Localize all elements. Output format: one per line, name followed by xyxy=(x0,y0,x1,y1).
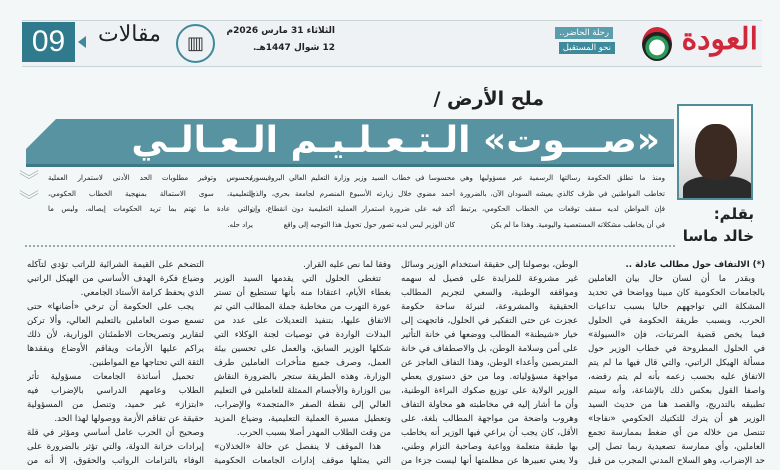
column-kicker: ملح الأرض / xyxy=(433,88,544,110)
text-line: تطبيقه بالتدريج، والقصد هنا من حديث السيد xyxy=(588,400,765,410)
text-line: غير مشروعة للمزايدة على فصيل له سهمه xyxy=(401,274,578,284)
body-column-1 xyxy=(588,258,765,468)
intro-line: تخاطب المواطنين في ظرف كالذي يعيشه السودان الآن، بالضرورة xyxy=(460,189,665,198)
intro-line: ومنذ ما تطلق الحكومة رسالتها الرسمية عبر مسؤوليها وهي xyxy=(460,174,665,182)
text-line: وضياع فكرة الهدف الأساسي من الهيكل الراتبي xyxy=(27,274,204,284)
article-title: «صـــوت» الـتـعـلـيـم الـعـالـي xyxy=(131,120,660,161)
text-line: ومواقفه الوطنية، والسعي لتجريم المطالب xyxy=(401,288,578,298)
text-line: تتغطى الحلول التي يقدمها السيد الوزير xyxy=(214,274,381,284)
text-line: الحقيقية والمشروعة، لتبرئة ساحة حكومة xyxy=(401,302,578,312)
text-line: ولا يعني تعبيرها عن مظلمتها أنها ليست جزءا من xyxy=(401,456,578,466)
emblem-icon xyxy=(642,27,672,61)
text-line: البدلات الواردة في توصيات لجنة الوكلاء التي xyxy=(214,330,391,340)
text-line: على أمن وسلامة الوطن، بل والاصطفاف في خانة xyxy=(401,344,578,354)
text-line: العالي إلى نقطة الصفر «المتجمد» والإضراب، xyxy=(214,400,391,410)
text-line: هذا الموقف لا ينفصل عن حالة «الخذلان» xyxy=(214,442,381,452)
text-line: حد الإضراب، وهو السلاح المدني المجرب من قبل xyxy=(588,456,765,466)
page-number: 09 xyxy=(22,22,75,62)
text-line: مسألة الهيكل الراتبي، والتي قال فيها ما لم يتم xyxy=(588,358,765,368)
text-line: شكلها الوزير السابق، والعمل على تحسين بيئة xyxy=(214,344,391,354)
text-line: الحرب، وبسبب طريقة الحكومة في الحلول xyxy=(588,316,765,326)
arrow-icon xyxy=(78,36,86,48)
intro-line: محسوسا في خطاب السيد وزير وزارة التعليم العالي البروفيسور/ xyxy=(250,174,455,182)
text-line: خيار «شيطنة» المطالب ووضعها في خانة التأثير xyxy=(401,330,578,340)
intro-column-2 xyxy=(250,171,455,233)
text-line: العمل، وصرف جميع متأخرات العاملين طرف xyxy=(214,358,391,368)
slogan-line1: رحلة الحاضر.. xyxy=(555,27,613,39)
text-line: مواجهة مسؤولياته. وما من حق دستوري يعطي xyxy=(401,372,578,382)
text-line: العاملين، وأي ممارسة تصعيدية ربما تصل إلى xyxy=(588,442,765,452)
slogan-line2: نحو المستقبل xyxy=(559,42,615,54)
text-line: بين الوزارة والأجسام الممثلة للعاملين في التعليم xyxy=(214,386,391,396)
body-column-4 xyxy=(27,258,204,468)
text-line: الوفاء بالتزامات الرواتب والحقوق، إلا أنه من xyxy=(27,456,204,466)
text-line: «ابتزاز» غير حميد، وتنصل من المسؤولية xyxy=(27,400,204,410)
text-line: الثقة التي تحتاجها مع المواطنين. xyxy=(89,358,204,368)
section-name: مقالات xyxy=(98,22,161,47)
text-line: الأقل، كان يجب أن يراعي فيها الوزير أنه يخاطب xyxy=(401,428,578,438)
author-byline: بقلم: خالد ماسا xyxy=(682,205,754,245)
intro-line: كان الوزير ليس لديه تصور حول تحويل هذا التوجيه إلى واقع xyxy=(283,220,455,229)
text-line: يراكم عليها الأزمات ويفاقم الأوضاع ويفقدها xyxy=(27,344,204,354)
intro-column-3 xyxy=(48,171,253,233)
intro-line: يراد حله. xyxy=(227,220,253,229)
text-line: وفقا لما نص عليه القرار. xyxy=(303,260,391,270)
text-line: التي يمثلها موقف إدارات الجامعات الحكومية xyxy=(214,456,391,466)
text-line: تتنصل من خلاله من أي ضغط بممارسة تجمع xyxy=(588,428,765,438)
text-line: الوطن، بوصولنا إلى حقيقة استخدام الوزير وسائل xyxy=(401,260,578,270)
text-line: الاتفاق عليه بحسب زعمه بأنه لم يتم رفضه، xyxy=(588,372,765,382)
intro-line: والتي عادة ما تهتم بما تريد الحكومات إيصاله، وليس ما xyxy=(48,205,253,213)
body-column-3 xyxy=(214,258,391,468)
text-line: بالجامعات الحكومية كان مبينا وواضحا في تحديد xyxy=(588,288,765,298)
text-line: وهروب واضحة من مواجهة المطالب بلغة، على xyxy=(401,414,578,424)
text-line: عجزت عن حتى التفكير في الحلول، فاتجهت إلى xyxy=(401,316,578,326)
text-line: تسمع صوت العاملين بالتعليم العالي، وألا تركن xyxy=(27,316,204,326)
intro-line: فإن المواطن لديه سقف توقعات من الخطاب الحكومي، يرتبط xyxy=(460,205,665,213)
text-line: الوزير الولاية على توزيع صكوك البراءة الوطنية، xyxy=(401,386,578,396)
intro-line: محسوس وتوفير مطلوبات الحد الأدنى لاستمرار العملية xyxy=(48,174,253,182)
date-gregorian: الثلاثاء 31 مارس 2026م xyxy=(226,26,335,36)
intro-column-1 xyxy=(460,171,665,233)
text-line: التضخم على القيمة الشرائية للراتب تؤدي لتآكله xyxy=(27,260,204,270)
text-line: الذي يحفظ كرامة الأستاذ الجامعي. xyxy=(80,288,204,298)
text-line: وصحيح أن الحرب عامل أساسي ومؤثر في قلة xyxy=(27,428,204,438)
newspaper-logo: العودة xyxy=(681,22,758,57)
dotted-divider xyxy=(25,245,675,247)
text-line: لتقارير وتصريحات الاطمئنان الوزارية، لأن ذلك xyxy=(27,330,204,340)
text-line: عورة التهرب من مخاطبة جملة المطالب التي تم xyxy=(214,302,391,312)
text-line: يجب على الحكومة أن ترخي «أضانها» حتى xyxy=(27,302,194,312)
text-line: فيما يخص قضية المرتبات، فإن «السيولة» xyxy=(588,330,765,340)
section-badge-icon: ▥ xyxy=(176,24,215,63)
date-hijri: 12 شوال 1447هـ. xyxy=(253,43,335,53)
intro-line: أكد فيه على ضرورة استمرار العملية التعليمية دون انقطاع، وإن xyxy=(250,205,455,213)
text-line: وأن ما أشار إليه في مخاطبته هو محاولة التفاف xyxy=(401,400,578,410)
text-line: وتعطيل مسيرة العملية التعليمية، وضياع المزيد xyxy=(214,414,391,424)
chevron-down-icon: ︾ ︾ xyxy=(19,168,39,212)
text-line: من وقت الطلاب المهدر أصلا بسبب الحرب. xyxy=(236,428,391,438)
text-line: الوزير هو أن يترك للتكتيك الحكومي «نفاجا» xyxy=(588,414,765,424)
author-photo xyxy=(677,104,753,200)
text-line: وبقدر ما أن لسان حال بيان العاملين xyxy=(588,274,755,284)
text-line: في الحلول المطروحة في خطاب الوزير حول xyxy=(588,344,765,354)
intro-line: أحمد مضوي خلال زيارته الأسبوع المنصرم لجامعة بحري، والذي xyxy=(250,189,455,198)
text-line: بغطاء الأيام، اعتقادا منه بأنها تستطيع أن تستر xyxy=(214,288,391,298)
text-line: تحميل أساتذة الجامعات مسؤولية تأثر xyxy=(27,372,194,382)
text-line: المتربصين وأعداء الوطن، وهذا التفاف العاجز عن xyxy=(401,358,578,368)
text-line: المشكلة التي تواجههم حاليا بسبب تداعيات xyxy=(588,302,765,312)
intro-line: التعليمية، سوى الاستمالة بمنهجية الخطاب الحكومي، xyxy=(48,189,253,198)
text-line: بها طبقة متعلمة وواعية وصاحبة التزام وطني، xyxy=(401,442,578,452)
text-line: الطلاب وعامهم الدراسي بالإضراب فيه xyxy=(27,386,204,396)
text-line: حقيقة عن تفاقم الأزمة ووصولها لهذا الحد. xyxy=(54,414,204,424)
body-column-2 xyxy=(401,258,578,468)
intro-line: في أن يخاطب مشكلاته المستعصية واليومية. وهذا ما لم يكن xyxy=(490,220,665,229)
text-line: الوزارة، وهذه الطريقة ستجر بالضرورة النقاش xyxy=(214,372,391,382)
subheading: (*) الالتفاف حول مطالب عادلة .. xyxy=(625,260,765,270)
text-line: الاتفاق عليها، بتنفيذ التعديلات على عدد من xyxy=(214,316,391,326)
text-line: واصفا القول بعكس ذلك بالإشاعة، وأنه سيتم xyxy=(588,386,765,396)
text-line: إيرادات خزانة الدولة، والتي تؤثر بالضرورة على xyxy=(27,442,204,452)
